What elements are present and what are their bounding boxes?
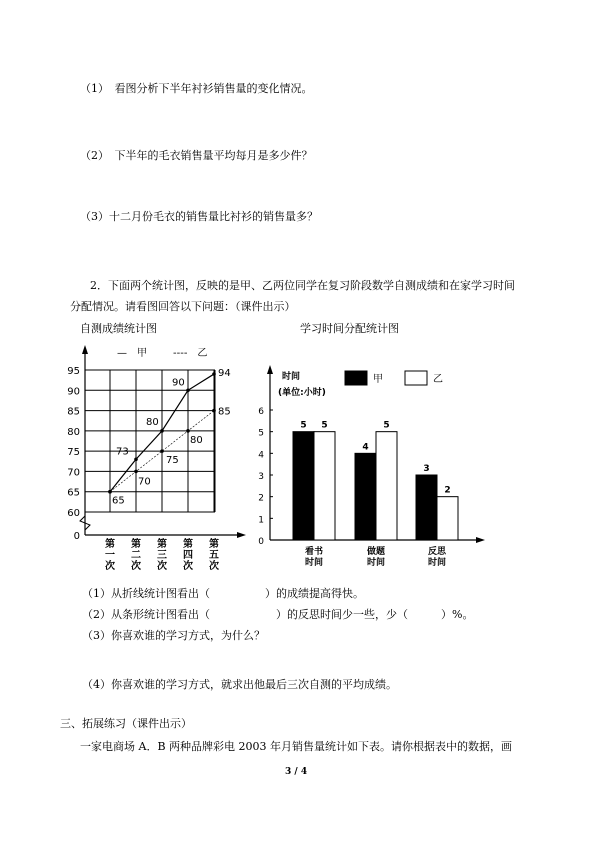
legend-label-yi: 乙 (433, 374, 443, 385)
x-tick-label-2-2: 次 (157, 561, 167, 572)
y-tick-label-2: 65 (67, 487, 80, 499)
y-tick-label-0: 0 (258, 537, 264, 547)
bar-chart-title: 学习时间分配统计图 (300, 322, 399, 335)
x-tick-label-1-1: 时间 (366, 558, 386, 568)
series-1-label-3: 80 (190, 434, 203, 446)
y-axis-label-1: 时间 (282, 372, 301, 382)
y-tick-label-5: 80 (67, 426, 80, 438)
series-0-point-1 (134, 457, 138, 461)
series-1-point-4 (212, 409, 216, 413)
x-axis-arrow (476, 537, 485, 543)
line-chart-title: 自测成绩统计图 (80, 322, 157, 335)
x-tick-label-0-0: 看书 (304, 547, 324, 557)
series-1-label-1: 70 (138, 476, 151, 488)
x-tick-label-0-1: 时间 (304, 558, 324, 568)
question-3: （3）十二月份毛衣的销售量比衬衫的销售量多？ (80, 210, 318, 223)
y-tick-label-3: 70 (67, 467, 80, 479)
y-tick-label-4: 4 (258, 450, 264, 461)
y-tick-label-6: 6 (258, 407, 264, 417)
y-tick-label-4: 75 (67, 447, 80, 459)
legend-label-jia: 甲 (373, 374, 383, 385)
y-tick-label-0: 0 (73, 531, 80, 542)
x-tick-label-0-0: 第 (105, 539, 115, 550)
x-tick-label-4-2: 次 (209, 561, 219, 572)
y-tick-label-7: 90 (67, 386, 80, 398)
x-tick-label-1-2: 次 (131, 561, 141, 572)
y-axis-label-2: (单位:小时) (278, 388, 326, 398)
bar-0-1 (314, 432, 335, 540)
y-tick-label-8: 95 (67, 366, 80, 377)
x-tick-label-3-1: 四 (183, 550, 193, 561)
x-tick-label-4-1: 五 (209, 550, 219, 561)
x-tick-label-0-2: 次 (105, 561, 115, 572)
x-tick-label-1-0: 第 (131, 539, 141, 550)
bar-label-0-0: 5 (300, 420, 307, 431)
x-tick-label-2-0: 第 (157, 539, 167, 550)
section3-heading: 三、拓展练习（课件出示） (60, 717, 192, 730)
bar-0-0 (293, 432, 314, 540)
x-tick-label-4-0: 第 (209, 539, 219, 550)
chart-question-2: （2）从条形统计图看出（ ）的反思时间少一些，少（ ）%。 (82, 608, 474, 621)
x-axis-arrow (237, 532, 246, 538)
page-number: 3 / 4 (285, 767, 308, 777)
series-0-label-4: 94 (218, 368, 231, 380)
x-tick-label-2-1: 三 (157, 550, 167, 561)
chart-question-1: （1）从折线统计图看出（ ）的成绩提高得快。 (82, 587, 364, 600)
problem2-line1: 2．下面两个统计图，反映的是甲、乙两位同学在复习阶段数学自测成绩和在家学习时间 (90, 279, 515, 292)
x-tick-label-3-0: 第 (183, 539, 193, 550)
y-tick-label-1: 1 (258, 515, 264, 526)
y-axis-arrow (267, 365, 273, 374)
series-0-point-3 (186, 388, 190, 392)
x-tick-label-3-2: 次 (183, 561, 193, 572)
y-tick-label-1: 60 (67, 508, 80, 519)
question-1: （1） 看图分析下半年衬衫销售量的变化情况。 (80, 82, 313, 95)
series-1-point-3 (186, 429, 190, 433)
y-axis-arrow (82, 345, 88, 354)
section3-line1: 一家电商场 A．B 两种品牌彩电 2003 年月销售量统计如下表。请你根据表中的数据，画 (80, 740, 513, 753)
y-tick-label-5: 5 (258, 428, 264, 439)
bar-2-0 (416, 475, 437, 540)
x-tick-label-0-1: 一 (105, 550, 115, 561)
bar-1-0 (355, 453, 376, 540)
series-0-label-3: 90 (172, 377, 185, 389)
series-1-label-0: 65 (112, 495, 125, 507)
bar-label-2-1: 2 (444, 485, 451, 496)
series-0-label-1: 73 (116, 446, 129, 458)
legend-yi: ---- 乙 (173, 348, 208, 359)
x-tick-label-1-1: 二 (131, 550, 141, 561)
series-0-label-2: 80 (146, 416, 159, 428)
series-1-point-1 (134, 470, 138, 474)
bar-label-0-1: 5 (321, 420, 328, 431)
chart-question-4: （4）你喜欢谁的学习方式，就求出他最后三次自测的平均成绩。 (82, 678, 397, 691)
bar-label-2-0: 3 (423, 464, 430, 474)
legend-swatch-yi (405, 371, 427, 385)
y-tick-label-3: 3 (258, 472, 264, 482)
series-0-point-2 (160, 429, 164, 433)
bar-1-1 (376, 432, 397, 540)
chart-question-3: （3）你喜欢谁的学习方式，为什么？ (82, 629, 265, 642)
x-tick-label-2-0: 反思 (427, 547, 447, 557)
series-1-label-2: 75 (166, 455, 179, 467)
series-1-point-0 (108, 490, 112, 494)
bar-label-1-1: 5 (383, 420, 390, 431)
problem2-line2: 分配情况。请看图回答以下问题：（课件出示） (70, 300, 296, 313)
series-0-point-4 (212, 372, 216, 376)
legend-jia: — 甲 (117, 348, 147, 359)
legend-swatch-jia (345, 371, 367, 385)
question-2: （2） 下半年的毛衣销售量平均每月是多少件？ (80, 149, 313, 162)
series-1-point-2 (160, 449, 164, 453)
bar-label-1-0: 4 (362, 442, 369, 453)
x-tick-label-1-0: 做题 (366, 547, 386, 557)
x-tick-label-2-1: 时间 (427, 558, 447, 568)
bar-2-1 (437, 497, 458, 540)
y-tick-label-6: 85 (67, 406, 80, 418)
bar-chart (250, 360, 490, 580)
series-1-label-4: 85 (218, 406, 231, 418)
y-tick-label-2: 2 (258, 493, 264, 504)
line-chart (55, 340, 255, 580)
